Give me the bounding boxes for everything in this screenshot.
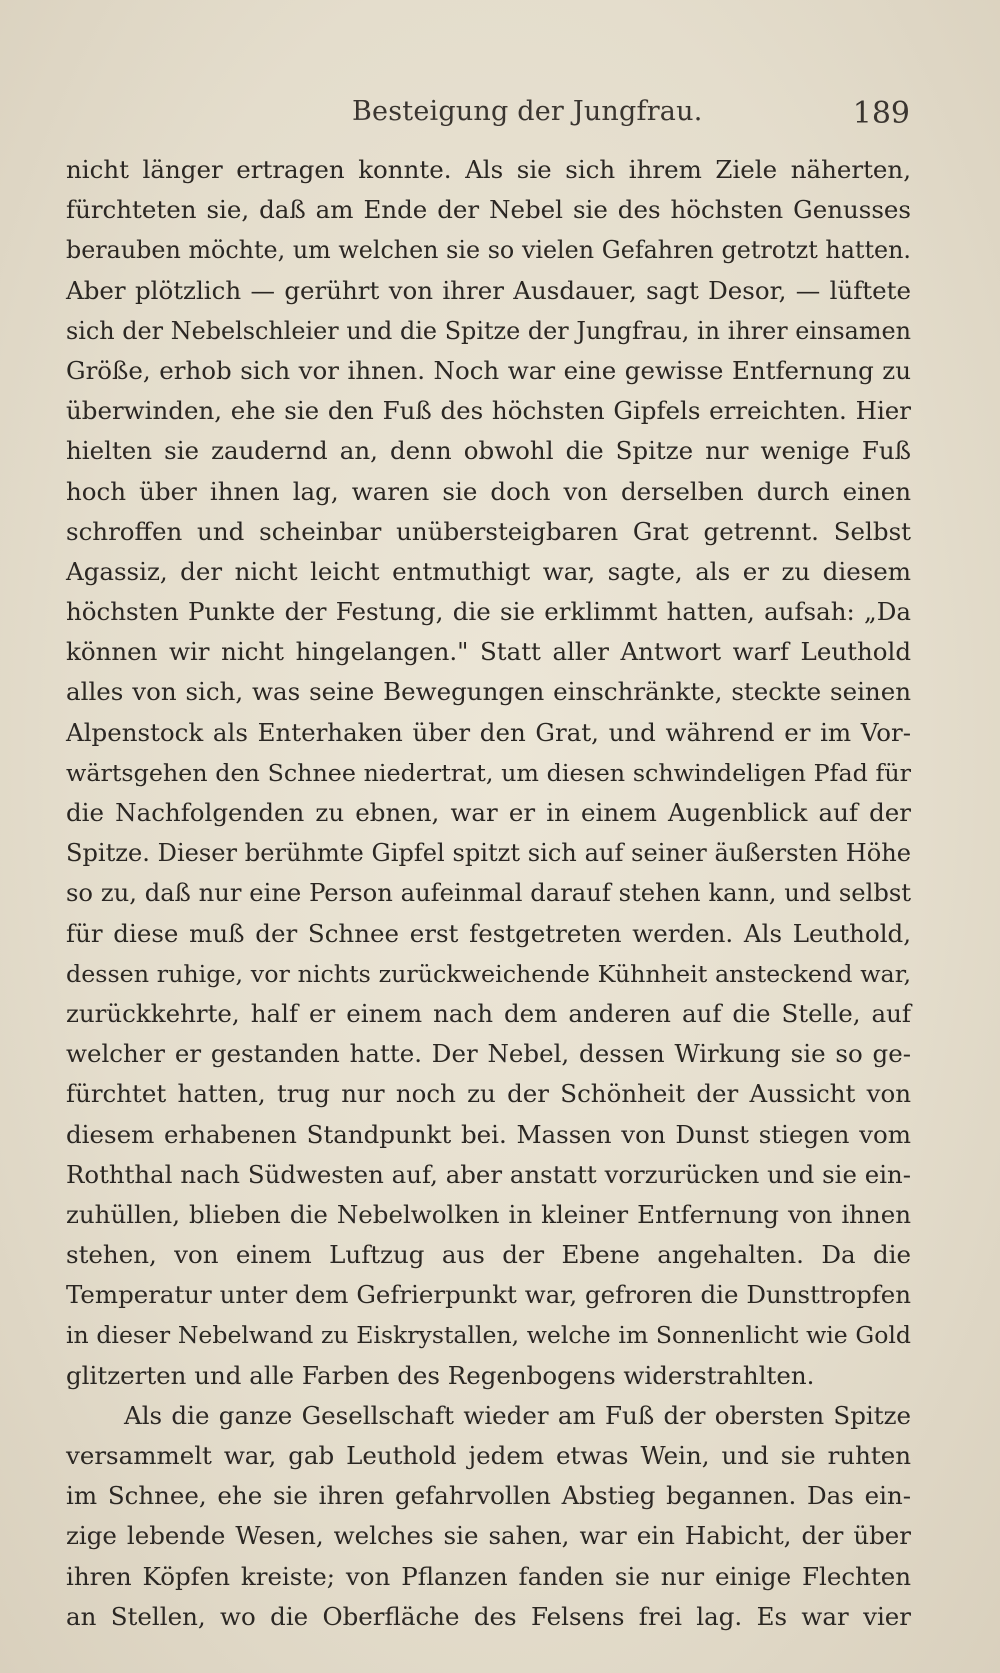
text-line: Agassiz, der nicht leicht entmuthigt war, sagte, als er zu diesem <box>66 556 911 586</box>
text-line: sich der Nebelschleier und die Spitze der Jungfrau, in ihrer einsamen <box>66 316 911 345</box>
text-line: schroffen und scheinbar unübersteigbaren Grat getrennt. Selbst <box>66 516 911 546</box>
paragraph-1 <box>66 150 911 1396</box>
running-head <box>0 96 1000 136</box>
text-line: Temperatur unter dem Gefrierpunkt war, gefroren die Dunsttropfen <box>66 1280 911 1310</box>
text-line: alles von sich, was seine Bewegungen einschränkte, steckte seinen <box>66 677 911 707</box>
paragraph-2 <box>66 1396 911 1637</box>
text-line: dessen ruhige, vor nichts zurückweichende Kühnheit ansteckend war, <box>66 959 911 988</box>
text-line: im Schnee, ehe sie ihren gefahrvollen Abstieg begannen. Das ein- <box>66 1481 911 1511</box>
text-line: Roththal nach Südwesten auf, aber anstatt vorzurücken und sie ein- <box>66 1159 911 1189</box>
text-line: Spitze. Dieser berühmte Gipfel spitzt sich auf seiner äußersten Höhe <box>66 839 911 868</box>
page-number: 189 <box>852 96 910 131</box>
text-line: versammelt war, gab Leuthold jedem etwas Wein, und sie ruhten <box>66 1441 911 1470</box>
text-line: zurückkehrte, half er einem nach dem anderen auf die Stelle, auf <box>66 998 911 1028</box>
text-line: Alpenstock als Enterhaken über den Grat, und während er im Vor- <box>66 717 911 747</box>
text-line: zige lebende Wesen, welches sie sahen, war ein Habicht, der über <box>66 1521 911 1551</box>
text-line: für diese muß der Schnee erst festgetreten werden. Als Leuthold, <box>66 918 911 948</box>
running-title: Besteigung der Jungfrau. <box>352 96 703 127</box>
text-line: diesem erhabenen Standpunkt bei. Massen von Dunst stiegen vom <box>66 1119 911 1149</box>
text-line: in dieser Nebelwand zu Eiskrystallen, welche im Sonnenlicht wie Gold <box>66 1321 911 1350</box>
text-line: wärtsgehen den Schnee niedertrat, um diesen schwindeligen Pfad für <box>66 758 911 787</box>
body-text <box>66 150 911 1637</box>
text-line: überwinden, ehe sie den Fuß des höchsten Gipfels erreichten. Hier <box>66 396 911 426</box>
text-line: zuhüllen, blieben die Nebelwolken in kleiner Entfernung von ihnen <box>66 1199 911 1229</box>
text-line: stehen, von einem Luftzug aus der Ebene angehalten. Da die <box>66 1240 911 1270</box>
text-line: Größe, erhob sich vor ihnen. Noch war eine gewisse Entfernung zu <box>66 355 911 385</box>
text-line: können wir nicht hingelangen." Statt aller Antwort warf Leuthold <box>66 637 911 667</box>
text-line: hoch über ihnen lag, waren sie doch von derselben durch einen <box>66 476 911 506</box>
text-line: höchsten Punkte der Festung, die sie erklimmt hatten, aufsah: „Da <box>66 597 911 627</box>
text-line: welcher er gestanden hatte. Der Nebel, dessen Wirkung sie so ge- <box>66 1039 911 1069</box>
text-line: berauben möchte, um welchen sie so vielen Gefahren getrotzt hatten. <box>66 236 911 265</box>
text-line: an Stellen, wo die Oberfläche des Felsens frei lag. Es war vier <box>66 1601 911 1631</box>
text-line: hielten sie zaudernd an, denn obwohl die Spitze nur wenige Fuß <box>66 436 911 466</box>
text-line: Aber plötzlich — gerührt von ihrer Ausdauer, sagt Desor, — lüftete <box>66 275 911 305</box>
text-line: glitzerten und alle Farben des Regenbogens widerstrahlten. <box>66 1360 815 1390</box>
text-line: die Nachfolgenden zu ebnen, war er in einem Augenblick auf der <box>66 798 911 827</box>
text-line: so zu, daß nur eine Person aufeinmal darauf stehen kann, und selbst <box>66 879 911 908</box>
text-line: ihren Köpfen kreiste; von Pflanzen fanden sie nur einige Flechten <box>66 1561 911 1591</box>
text-line: fürchteten sie, daß am Ende der Nebel sie des höchsten Genusses <box>66 195 911 225</box>
text-line: nicht länger ertragen konnte. Als sie sich ihrem Ziele näherten, <box>66 155 911 184</box>
text-line: fürchtet hatten, trug nur noch zu der Schönheit der Aussicht von <box>66 1079 911 1109</box>
text-line: Als die ganze Gesellschaft wieder am Fuß der obersten Spitze <box>124 1400 911 1430</box>
